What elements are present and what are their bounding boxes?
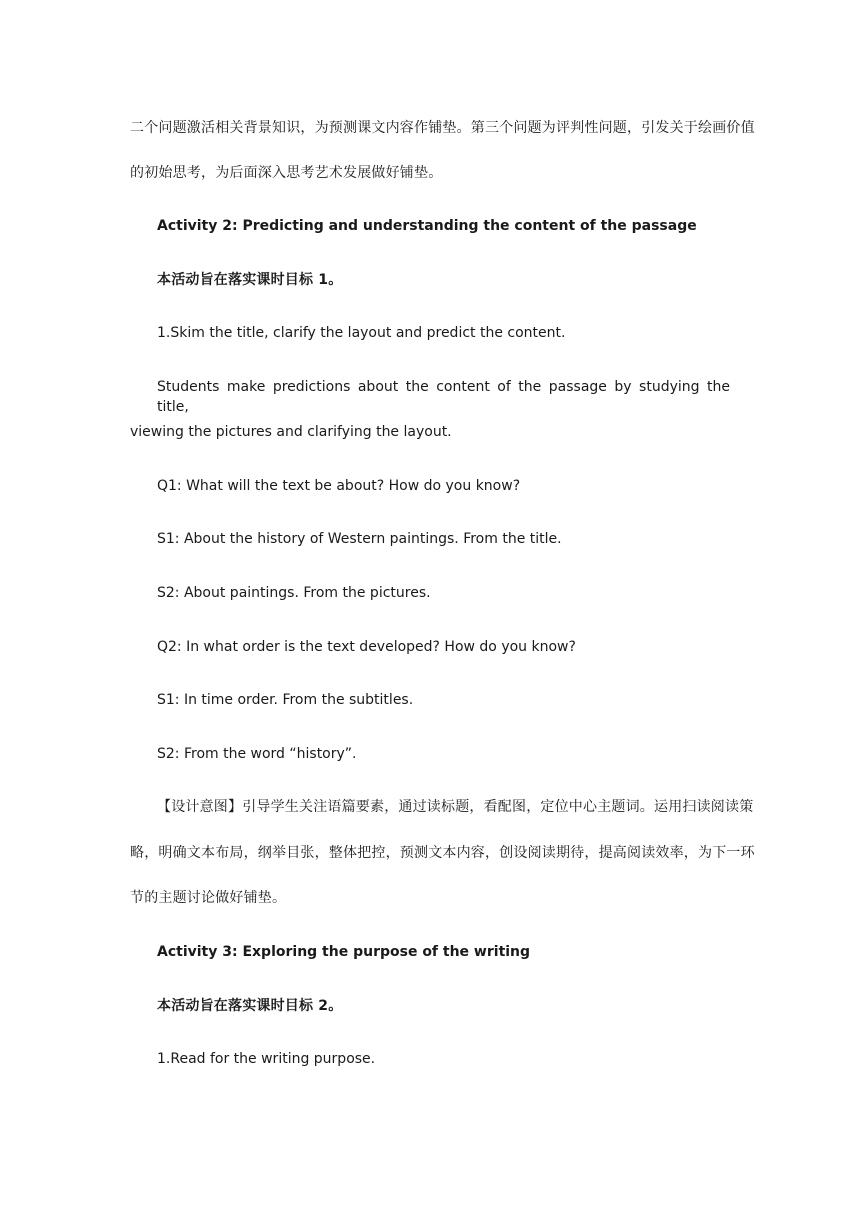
paragraph-line: viewing the pictures and clarifying the layout. (130, 424, 452, 440)
answer-text: S1: In time order. From the subtitles. (157, 692, 414, 708)
activity2-heading: Activity 2: Predicting and understanding the content of the passage (157, 218, 697, 234)
answer-text: S1: About the history of Western paintings. From the title. (157, 531, 562, 547)
activity3-heading: Activity 3: Exploring the purpose of the writing (157, 944, 531, 960)
paragraph-line: Students make predictions about the content of the passage by studying the title, (157, 379, 730, 415)
question-text: Q2: In what order is the text developed? How do you know? (157, 639, 576, 655)
design-intent-line: 【设计意图】引导学生关注语篇要素，通过读标题，看配图，定位中心主题词。运用扫读阅读策 (157, 799, 754, 815)
activity2-goal: 本活动旨在落实课时目标 1。 (157, 272, 343, 288)
step-text: 1.Read for the writing purpose. (157, 1051, 376, 1067)
question-text: Q1: What will the text be about? How do you know? (157, 478, 521, 494)
paragraph-line: 二个问题激活相关背景知识，为预测课文内容作铺垫。第三个问题为评判性问题，引发关于绘画价值 (130, 120, 755, 136)
design-intent-line: 略，明确文本布局，纲举目张，整体把控，预测文本内容，创设阅读期待，提高阅读效率，为下一环 (130, 845, 755, 861)
answer-text: S2: From the word “history”. (157, 746, 357, 762)
step-text: 1.Skim the title, clarify the layout and predict the content. (157, 325, 566, 341)
answer-text: S2: About paintings. From the pictures. (157, 585, 431, 601)
paragraph-line: 的初始思考，为后面深入思考艺术发展做好铺垫。 (130, 165, 443, 181)
activity3-goal: 本活动旨在落实课时目标 2。 (157, 998, 343, 1014)
design-intent-line: 节的主题讨论做好铺垫。 (130, 890, 287, 906)
